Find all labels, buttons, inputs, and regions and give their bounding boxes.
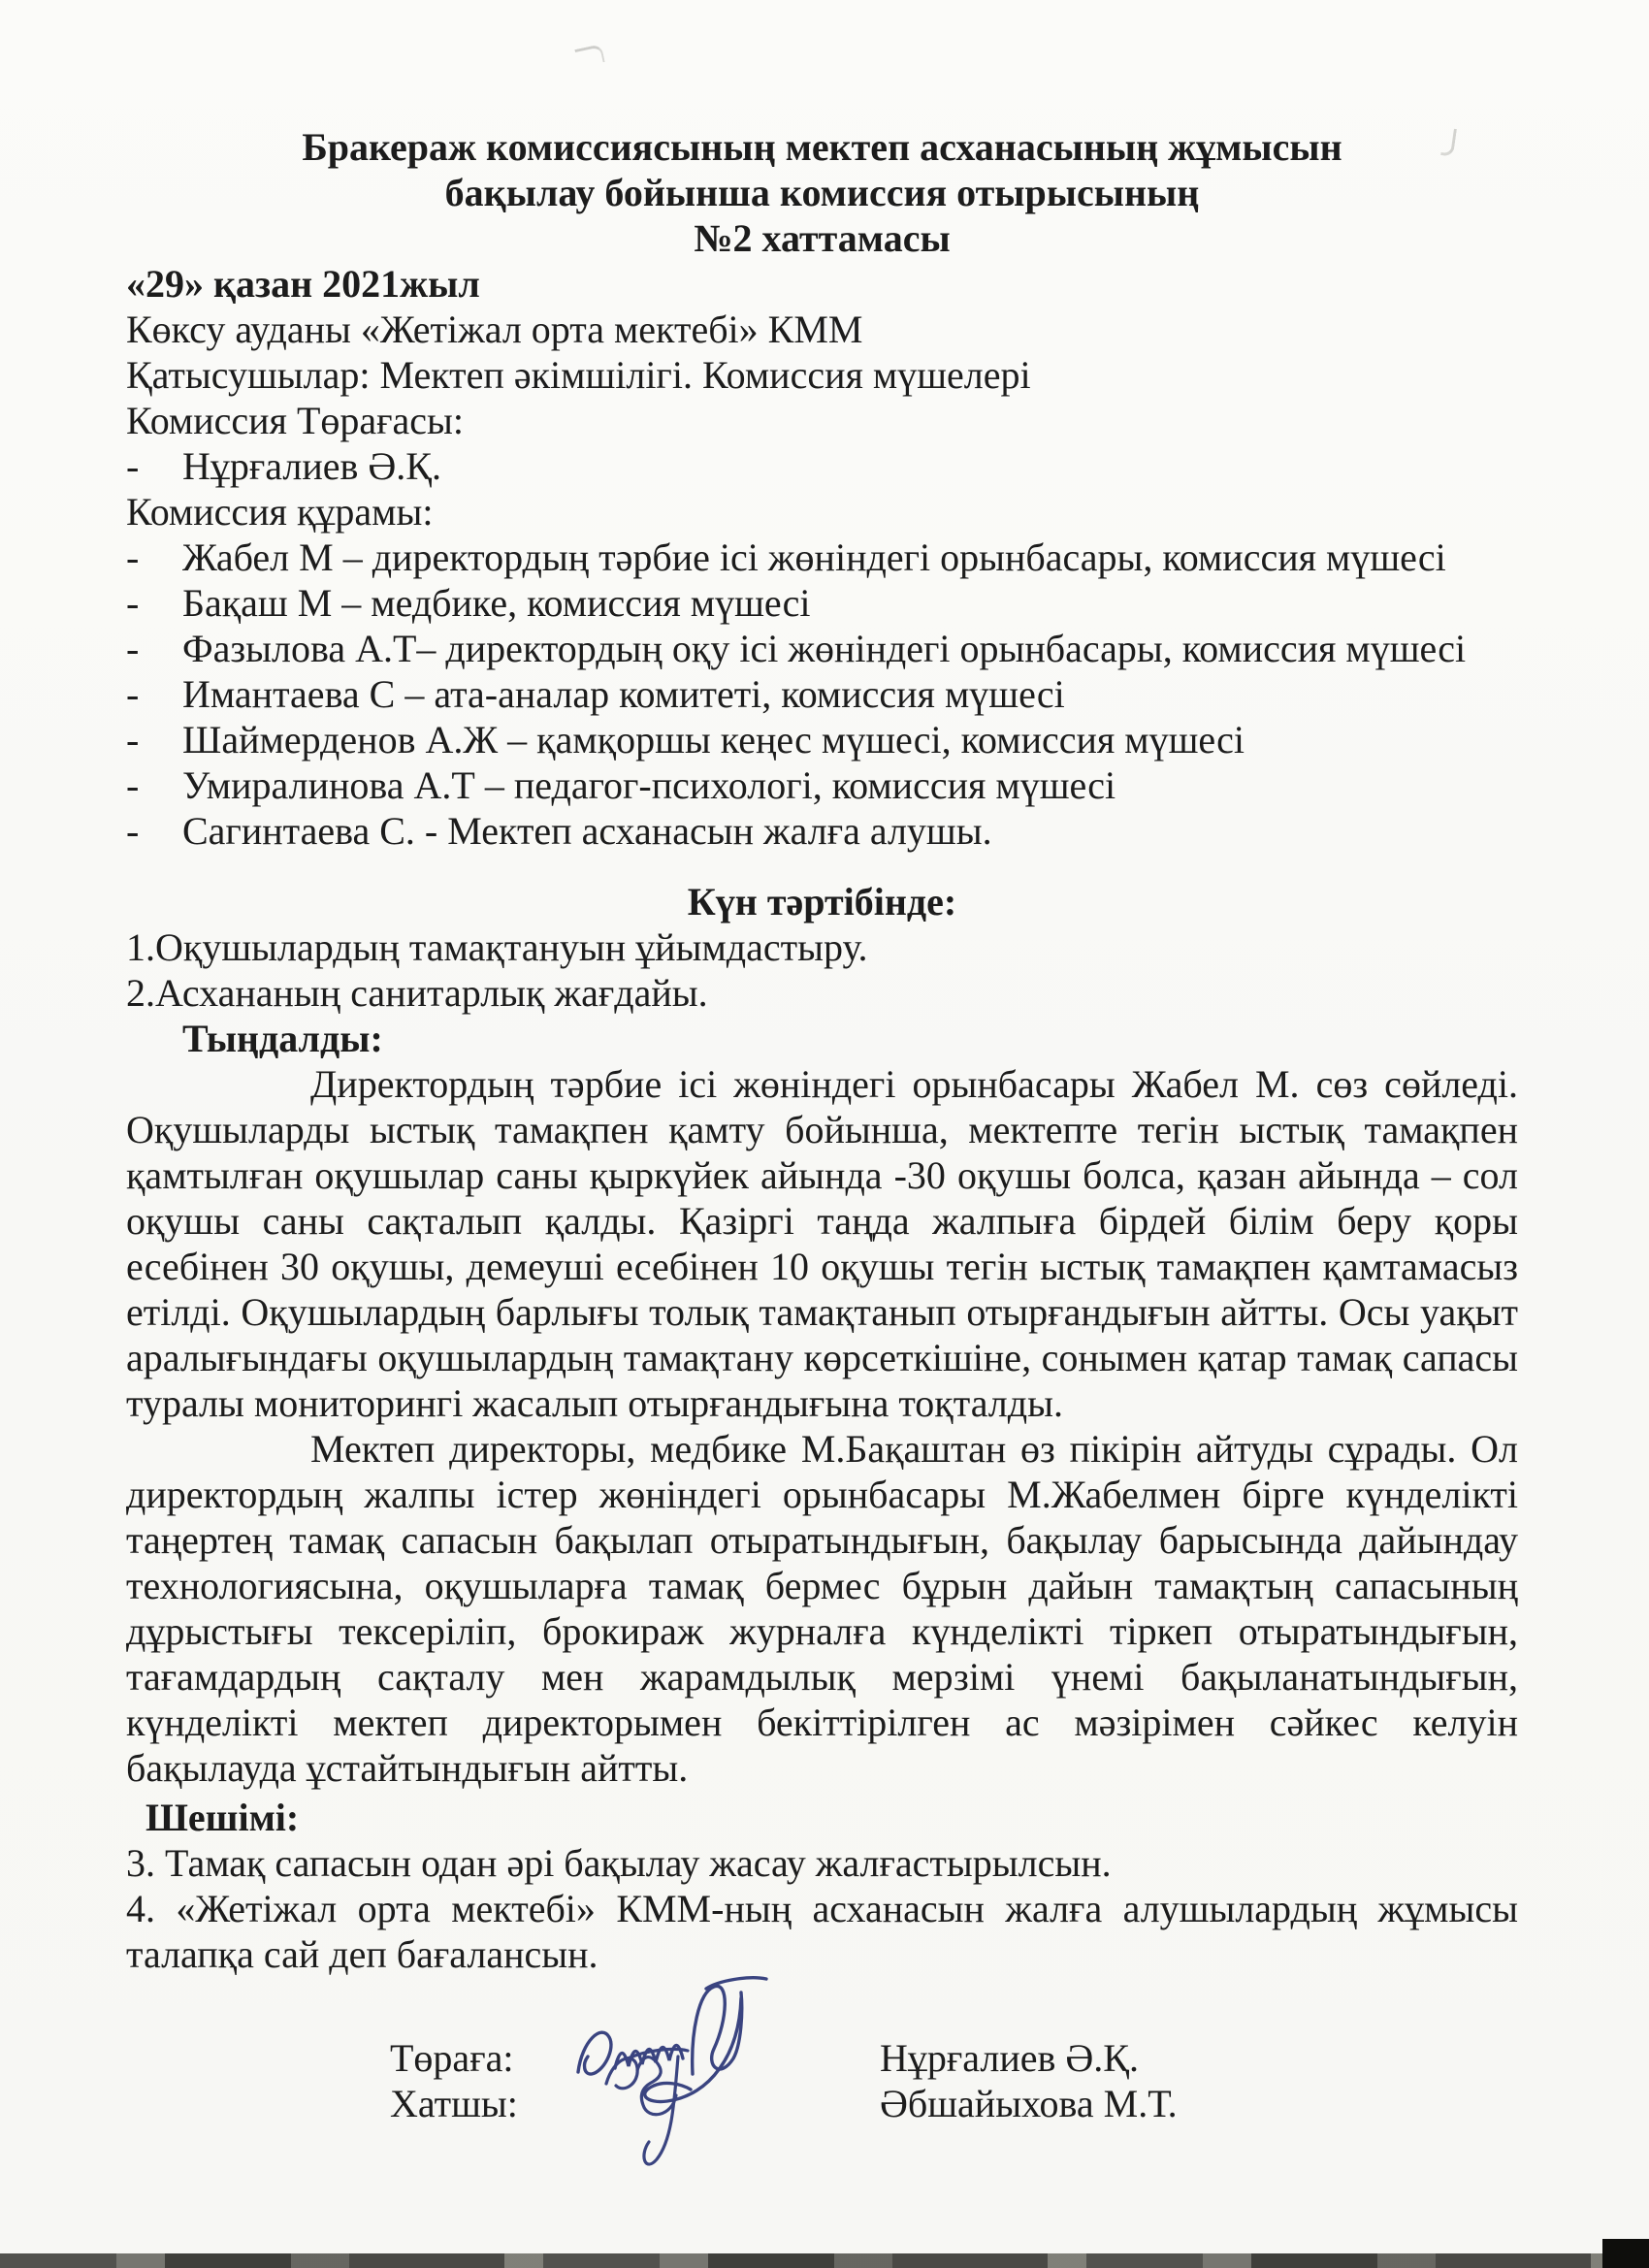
decision-item-1: 3. Тамақ сапасын одан әрі бақылау жасау жалғастырылсын. — [126, 1841, 1112, 1885]
members-heading: Комиссия құрамы: — [126, 490, 434, 534]
member-entry: Сагинтаева С. - Мектеп асханасын жалға алушы. — [182, 809, 992, 853]
list-item — [126, 535, 1518, 580]
document-title — [126, 124, 1518, 261]
title-line-3: №2 хаттамасы — [694, 216, 951, 260]
school-line: Көксу ауданы «Жетіжал орта мектебі» КММ — [126, 308, 863, 351]
scan-edge-corner — [1602, 2239, 1649, 2268]
member-entry: Бақаш М – медбике, комиссия мүшесі — [182, 581, 811, 625]
chairman-list — [126, 443, 1518, 489]
list-item — [126, 626, 1518, 671]
member-entry: Имантаева С – ата-аналар комитеті, комиссия мүшесі — [182, 672, 1065, 716]
list-item — [126, 443, 1518, 489]
decision-item-2: 4. «Жетіжал орта мектебі» КММ-ның асханасын жалға алушылардың жұмысы талапқа сай деп бағалансын. — [126, 1887, 1518, 1976]
member-entry: Фазылова А.Т– директордың оқу ісі жөніндегі орынбасары, комиссия мүшесі — [182, 627, 1467, 670]
list-dash: - — [126, 444, 140, 488]
chairman-heading: Комиссия Төрағасы: — [126, 399, 465, 442]
list-item — [126, 580, 1518, 626]
member-entry: Умиралинова А.Т – педагог-психологі, комиссия мүшесі — [182, 763, 1116, 807]
signature-block — [390, 2035, 1518, 2126]
agenda-item-1: 1.Оқушылардың тамақтануын ұйымдастыру. — [126, 925, 868, 969]
list-item — [126, 671, 1518, 717]
scan-artifact-top-mark — [574, 44, 604, 67]
secretary-name: Әбшайыхова М.Т. — [880, 2082, 1178, 2125]
heard-heading: Тыңдалды: — [182, 1017, 383, 1060]
secretary-label: Хатшы: — [390, 2082, 518, 2125]
list-dash: - — [126, 809, 140, 853]
list-dash: - — [126, 581, 140, 625]
date-line: «29» қазан 2021жыл — [126, 262, 480, 306]
chair-name: Нұрғалиев Ә.Қ. — [880, 2036, 1139, 2080]
list-dash: - — [126, 672, 140, 716]
agenda-item-2: 2.Асхананың санитарлық жағдайы. — [126, 971, 708, 1015]
list-item — [126, 762, 1518, 808]
list-item — [126, 717, 1518, 762]
list-dash: - — [126, 763, 140, 807]
decision-heading: Шешімі: — [146, 1796, 300, 1839]
chairman-name: Нұрғалиев Ә.Қ. — [182, 444, 441, 488]
list-dash: - — [126, 718, 140, 761]
secretary-signature-row — [390, 2081, 1518, 2126]
agenda-heading: Күн тәртібінде: — [687, 880, 957, 923]
list-dash: - — [126, 535, 140, 579]
title-line-2: бақылау бойынша комиссия отырысының — [444, 171, 1200, 214]
members-list — [126, 535, 1518, 854]
document-body — [126, 124, 1518, 2126]
member-entry: Шаймерденов А.Ж – қамқоршы кеңес мүшесі, комиссия мүшесі — [182, 718, 1245, 761]
participants-line: Қатысушылар: Мектеп әкімшілігі. Комиссия мүшелері — [126, 353, 1031, 397]
list-item — [126, 808, 1518, 854]
member-entry: Жабел М – директордың тәрбие ісі жөніндегі орынбасары, комиссия мүшесі — [182, 535, 1446, 579]
chair-signature-row — [390, 2035, 1518, 2081]
title-line-1: Бракераж комиссиясының мектеп асханасының жұмысын — [302, 125, 1342, 169]
chair-label: Төраға: — [390, 2036, 514, 2080]
paragraph-speech-1: Директордың тәрбие ісі жөніндегі орынбасары Жабел М. сөз сөйледі. Оқушыларды ыстық тамақпен қамту бойынша, мектепте тегін ыстық тамақпен қамтылған оқушылар саны қыркүйек айында -30 оқушы болса, қазан айында – сол оқушы саны сақталып қалды. Қазіргі таңда жалпыға бірдей білім беру қоры есебінен 30 оқушы, демеуші есебінен 10 оқушы тегін ыстық тамақпен қамтамасыз етілді. Оқушылардың барлығы толық тамақтанып отырғандығын айтты. Осы уақыт аралығындағы оқушылардың тамақтану көрсеткішіне, сонымен қатар тамақ сапасы туралы мониторингі жасалып отырғандығына тоқталды. — [126, 1062, 1518, 1425]
list-dash: - — [126, 627, 140, 670]
paragraph-speech-2: Мектеп директоры, медбике М.Бақаштан өз пікірін айтуды сұрады. Ол директордың жалпы істер жөніндегі орынбасары М.Жабелмен бірге күнделікті таңертең тамақ сапасын бақылап отыратындығын, бақылау барысында дайындау технологиясына, оқушыларға тамақ бермес бұрын дайын тамақтың сапасының дұрыстығы тексеріліп, брокираж журналға күнделікті тіркеп отыратындығын, тағамдардың сақталу мен жарамдылық мерзімі үнемі бақыланатындығын, күнделікті мектеп директорымен бекіттірілген ас мәзірімен сәйкес келуін бақылауда ұстайтындығын айтты. — [126, 1427, 1518, 1790]
scan-edge-band — [0, 2253, 1649, 2268]
